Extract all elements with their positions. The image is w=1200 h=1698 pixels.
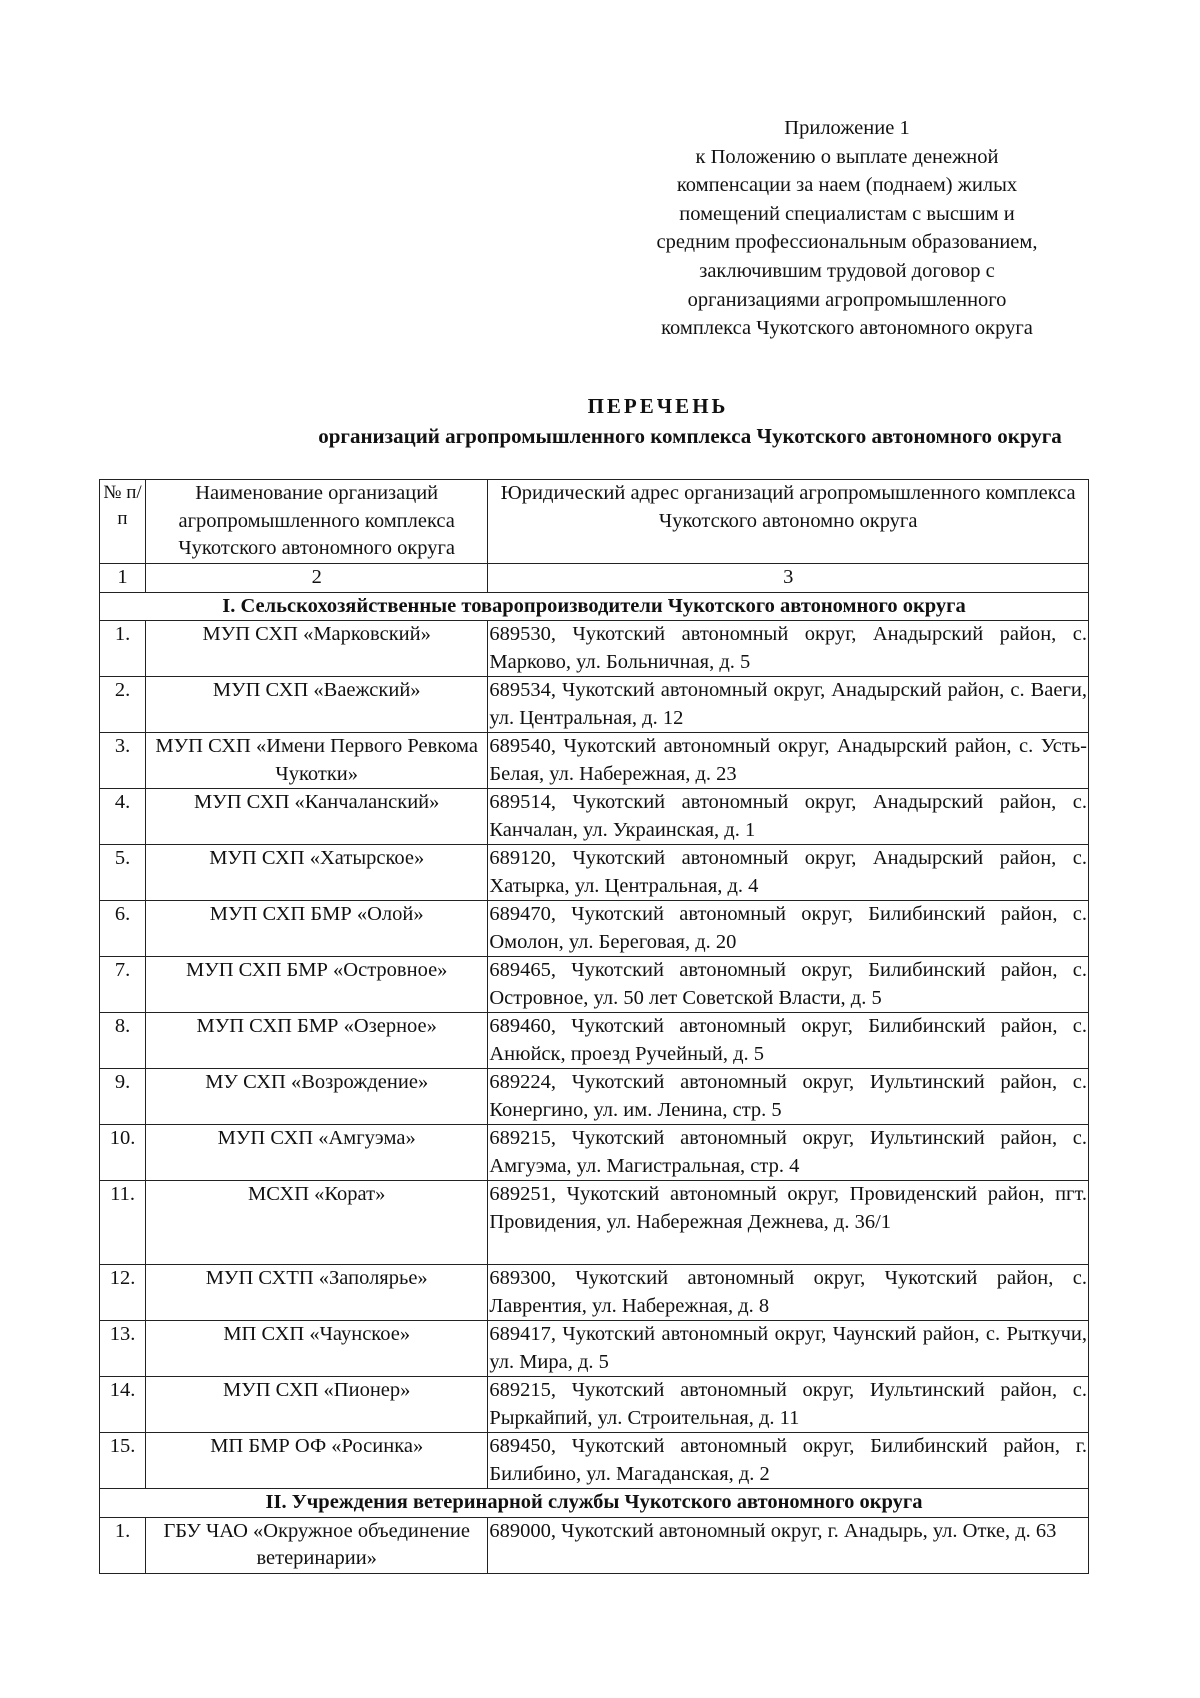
row-number: 8. <box>100 1013 146 1069</box>
organization-name: МУП СХП БМР «Олой» <box>146 901 488 957</box>
table-row <box>100 1013 1089 1069</box>
header-name: Наименование организаций агропромышленного комплекса Чукотского автономного округа <box>146 480 488 564</box>
organization-name: МУП СХП БМР «Островное» <box>146 957 488 1013</box>
organization-address: 689224, Чукотский автономный округ, Иультинский район, с. Конергино, ул. им. Ленина, стр. 5 <box>488 1069 1089 1125</box>
header-num: № п/п <box>100 480 146 564</box>
row-number: 11. <box>100 1181 146 1265</box>
row-number: 15. <box>100 1433 146 1489</box>
table-row <box>100 1433 1089 1489</box>
table-row <box>100 677 1089 733</box>
organization-name: МУП СХП «Пионер» <box>146 1377 488 1433</box>
row-number: 14. <box>100 1377 146 1433</box>
organization-address: 689450, Чукотский автономный округ, Билибинский район, г. Билибино, ул. Магаданская, д. 2 <box>488 1433 1089 1489</box>
table-row <box>100 845 1089 901</box>
appendix-line: организациями агропромышленного <box>687 288 1007 311</box>
organization-address: 689460, Чукотский автономный округ, Билибинский район, с. Анюйск, проезд Ручейный, д. 5 <box>488 1013 1089 1069</box>
column-number: 2 <box>146 564 488 593</box>
organization-address: 689120, Чукотский автономный округ, Анадырский район, с. Хатырка, ул. Центральная, д. 4 <box>488 845 1089 901</box>
document-subtitle: организаций агропромышленного комплекса Чукотского автономного округа <box>318 424 1062 448</box>
organization-address: 689251, Чукотский автономный округ, Провиденский район, пгт. Провидения, ул. Набережная Дежнева, д. 36/1 <box>488 1181 1089 1265</box>
organization-name: МСХП «Корат» <box>146 1181 488 1265</box>
organization-name: ГБУ ЧАО «Окружное объединение ветеринарии» <box>146 1517 488 1573</box>
appendix-line: помещений специалистам с высшим и <box>679 202 1015 225</box>
appendix-note <box>612 114 1082 343</box>
organization-address: 689465, Чукотский автономный округ, Билибинский район, с. Островное, ул. 50 лет Советской Власти, д. 5 <box>488 957 1089 1013</box>
organization-name: МУП СХП БМР «Озерное» <box>146 1013 488 1069</box>
organization-address: 689534, Чукотский автономный округ, Анадырский район, с. Ваеги, ул. Центральная, д. 12 <box>488 677 1089 733</box>
organization-name: МУП СХП «Ваежский» <box>146 677 488 733</box>
organization-address: 689417, Чукотский автономный округ, Чаунский район, с. Рыткучи, ул. Мира, д. 5 <box>488 1321 1089 1377</box>
row-number: 9. <box>100 1069 146 1125</box>
section-title: I. Сельскохозяйственные товаропроизводители Чукотского автономного округа <box>100 592 1089 621</box>
organization-name: МП БМР ОФ «Росинка» <box>146 1433 488 1489</box>
row-number: 2. <box>100 677 146 733</box>
organization-name: МУП СХТП «Заполярье» <box>146 1265 488 1321</box>
row-number: 6. <box>100 901 146 957</box>
organization-address: 689530, Чукотский автономный округ, Анадырский район, с. Марково, ул. Больничная, д. 5 <box>488 621 1089 677</box>
row-number: 1. <box>100 1517 146 1573</box>
row-number: 4. <box>100 789 146 845</box>
row-number: 5. <box>100 845 146 901</box>
appendix-line: к Положению о выплате денежной <box>695 145 999 168</box>
appendix-line: комплекса Чукотского автономного округа <box>661 317 1033 340</box>
section-title: II. Учреждения ветеринарной службы Чукотского автономного округа <box>100 1489 1089 1518</box>
column-number: 3 <box>488 564 1089 593</box>
organization-name: МУП СХП «Канчаланский» <box>146 789 488 845</box>
organization-address: 689514, Чукотский автономный округ, Анадырский район, с. Канчалан, ул. Украинская, д. 1 <box>488 789 1089 845</box>
row-number: 7. <box>100 957 146 1013</box>
appendix-line: компенсации за наем (поднаем) жилых <box>676 174 1018 197</box>
appendix-line: Приложение 1 <box>784 117 910 139</box>
organization-address: 689215, Чукотский автономный округ, Иультинский район, с. Рыркайпий, ул. Строительная, д. 11 <box>488 1377 1089 1433</box>
column-numbers-row <box>100 564 1089 593</box>
table-row <box>100 1265 1089 1321</box>
organization-name: МУ СХП «Возрождение» <box>146 1069 488 1125</box>
appendix-line: заключившим трудовой договор с <box>699 259 995 282</box>
table-row <box>100 1125 1089 1181</box>
row-number: 1. <box>100 621 146 677</box>
table-header-row <box>100 480 1089 564</box>
organization-address: 689540, Чукотский автономный округ, Анадырский район, с. Усть-Белая, ул. Набережная, д. 23 <box>488 733 1089 789</box>
table-row <box>100 1069 1089 1125</box>
organization-name: МУП СХП «Марковский» <box>146 621 488 677</box>
header-address: Юридический адрес организаций агропромышленного комплекса Чукотского автономно округа <box>488 480 1089 564</box>
table-row <box>100 1517 1089 1573</box>
organization-address: 689215, Чукотский автономный округ, Иультинский район, с. Амгуэма, ул. Магистральная, стр. 4 <box>488 1125 1089 1181</box>
section-row <box>100 1489 1089 1518</box>
table-row <box>100 957 1089 1013</box>
table-row <box>100 901 1089 957</box>
row-number: 10. <box>100 1125 146 1181</box>
organization-address: 689000, Чукотский автономный округ, г. Анадырь, ул. Отке, д. 63 <box>488 1517 1089 1573</box>
organization-address: 689470, Чукотский автономный округ, Билибинский район, с. Омолон, ул. Береговая, д. 20 <box>488 901 1089 957</box>
row-number: 13. <box>100 1321 146 1377</box>
document-title: ПЕРЕЧЕНЬ <box>587 394 729 418</box>
row-number: 3. <box>100 733 146 789</box>
table-row <box>100 1321 1089 1377</box>
organization-name: МУП СХП «Хатырское» <box>146 845 488 901</box>
column-number: 1 <box>100 564 146 593</box>
organization-address: 689300, Чукотский автономный округ, Чукотский район, с. Лаврентия, ул. Набережная, д. 8 <box>488 1265 1089 1321</box>
appendix-line: средним профессиональным образованием, <box>656 231 1038 254</box>
organization-name: МУП СХП «Имени Первого Ревкома Чукотки» <box>146 733 488 789</box>
table-row <box>100 621 1089 677</box>
table-row <box>100 1377 1089 1433</box>
table-row <box>100 789 1089 845</box>
organization-name: МУП СХП «Амгуэма» <box>146 1125 488 1181</box>
table-row <box>100 1181 1089 1265</box>
organizations-table <box>99 479 1089 1574</box>
organization-name: МП СХП «Чаунское» <box>146 1321 488 1377</box>
table-row <box>100 733 1089 789</box>
section-row <box>100 592 1089 621</box>
row-number: 12. <box>100 1265 146 1321</box>
